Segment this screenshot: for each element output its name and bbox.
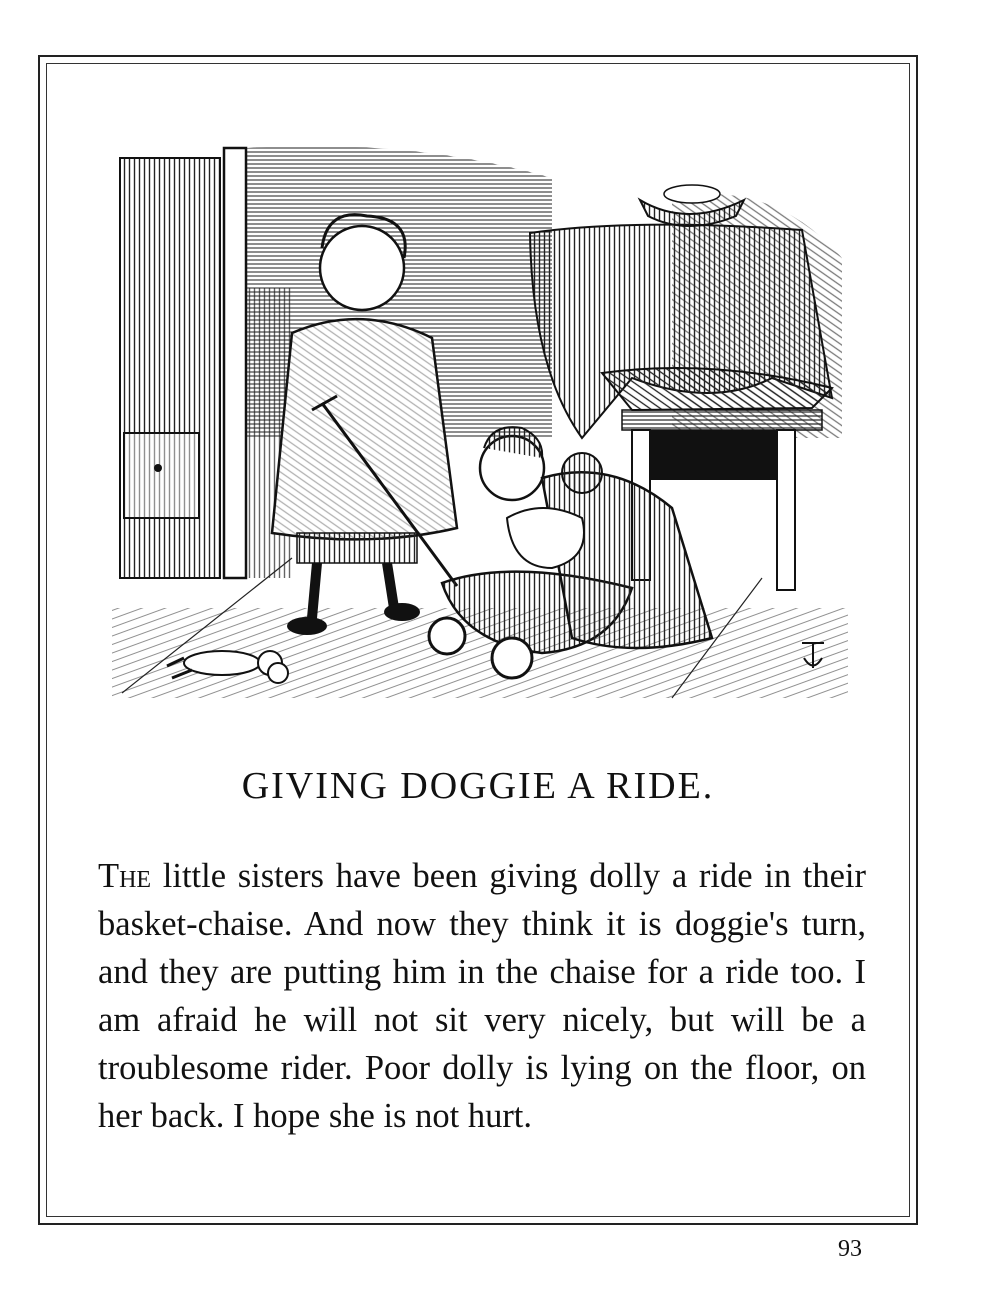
page-title: GIVING DOGGIE A RIDE.: [241, 765, 715, 807]
door-frame: [224, 148, 246, 578]
doggie: [507, 508, 584, 568]
page-number: 93: [838, 1236, 862, 1262]
story-text: [98, 852, 866, 1140]
chaise-wheel-left: [429, 618, 465, 654]
chaise-wheel-right: [492, 638, 532, 678]
drawer-knob: [154, 464, 162, 472]
story-lead-word: The: [98, 857, 152, 895]
story-body: little sisters have been giving dolly a ride in their basket-chaise. And now they think it is doggie's turn, and they are putting him in the chaise for a ride too. I am afraid he will not sit very nicely, but will be a troublesome rider. Poor dolly is lying on the floor, on her back. I hope she is not hurt.: [98, 857, 866, 1135]
engraving-illustration: [112, 138, 848, 708]
girl-head: [320, 226, 404, 310]
